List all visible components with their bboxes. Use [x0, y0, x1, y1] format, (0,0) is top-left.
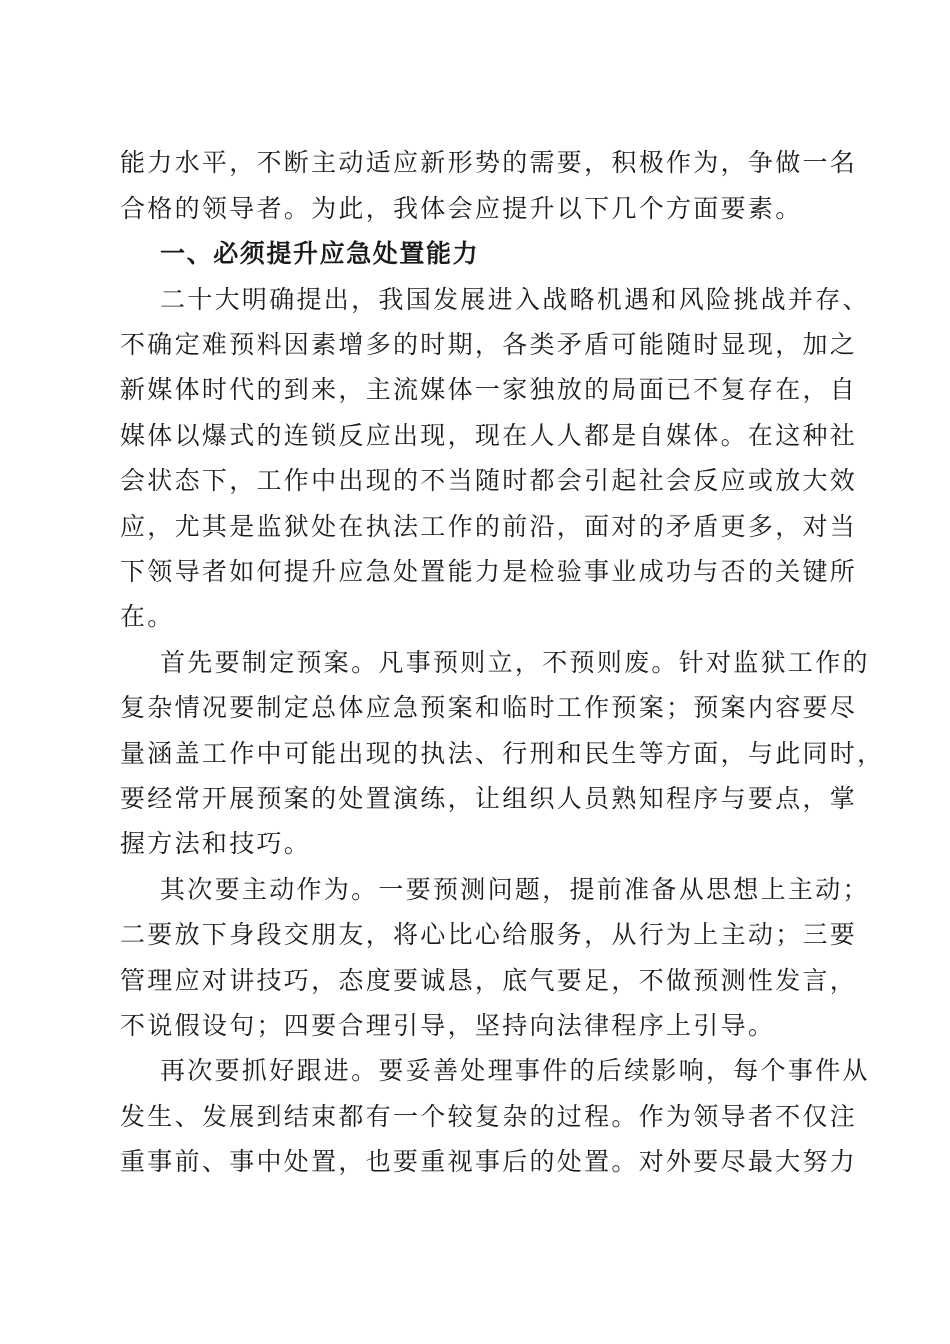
body-text-line: 新媒体时代的到来，主流媒体一家独放的局面已不复存在，自 [120, 375, 858, 404]
section-heading: 一、必须提升应急处置能力 [160, 239, 480, 268]
body-text-line: 要经常开展预案的处置演练，让组织人员熟知程序与要点，掌 [120, 784, 858, 813]
body-text-line: 二要放下身段交朋友，将心比心给服务，从行为上主动；三要 [120, 920, 858, 949]
body-text-line: 量涵盖工作中可能出现的执法、行刑和民生等方面，与此同时， [120, 739, 885, 768]
body-text-line: 合格的领导者。为此，我体会应提升以下几个方面要素。 [120, 194, 803, 223]
body-text-line: 不确定难预料因素增多的时期，各类矛盾可能随时显现，加之 [120, 330, 858, 359]
body-text-line: 应，尤其是监狱处在执法工作的前沿，面对的矛盾更多，对当 [120, 512, 858, 541]
body-text-line: 下领导者如何提升应急处置能力是检验事业成功与否的关键所 [120, 557, 858, 586]
body-text-line: 媒体以爆式的连锁反应出现，现在人人都是自媒体。在这种社 [120, 421, 858, 450]
body-text-line: 再次要抓好跟进。要妥善处理事件的后续影响，每个事件从 [160, 1056, 870, 1085]
body-text-line: 不说假设句；四要合理引导，坚持向法律程序上引导。 [120, 1011, 776, 1040]
body-text-line: 能力水平，不断主动适应新形势的需要，积极作为，争做一名 [120, 148, 858, 177]
body-text-line: 会状态下，工作中出现的不当随时都会引起社会反应或放大效 [120, 466, 858, 495]
body-text-line: 握方法和技巧。 [120, 829, 312, 858]
body-text-line: 其次要主动作为。一要预测问题，提前准备从思想上主动； [160, 875, 870, 904]
body-text-line: 发生、发展到结束都有一个较复杂的过程。作为领导者不仅注 [120, 1102, 858, 1131]
body-text-line: 复杂情况要制定总体应急预案和临时工作预案；预案内容要尽 [120, 693, 858, 722]
body-text-line: 首先要制定预案。凡事预则立，不预则废。针对监狱工作的 [160, 648, 870, 677]
body-text-line: 管理应对讲技巧，态度要诚恳，底气要足，不做预测性发言， [120, 966, 858, 995]
body-text-line: 重事前、事中处置，也要重视事后的处置。对外要尽最大努力 [120, 1147, 858, 1176]
body-text-line: 在。 [120, 602, 175, 631]
body-text-line: 二十大明确提出，我国发展进入战略机遇和风险挑战并存、 [160, 285, 870, 314]
